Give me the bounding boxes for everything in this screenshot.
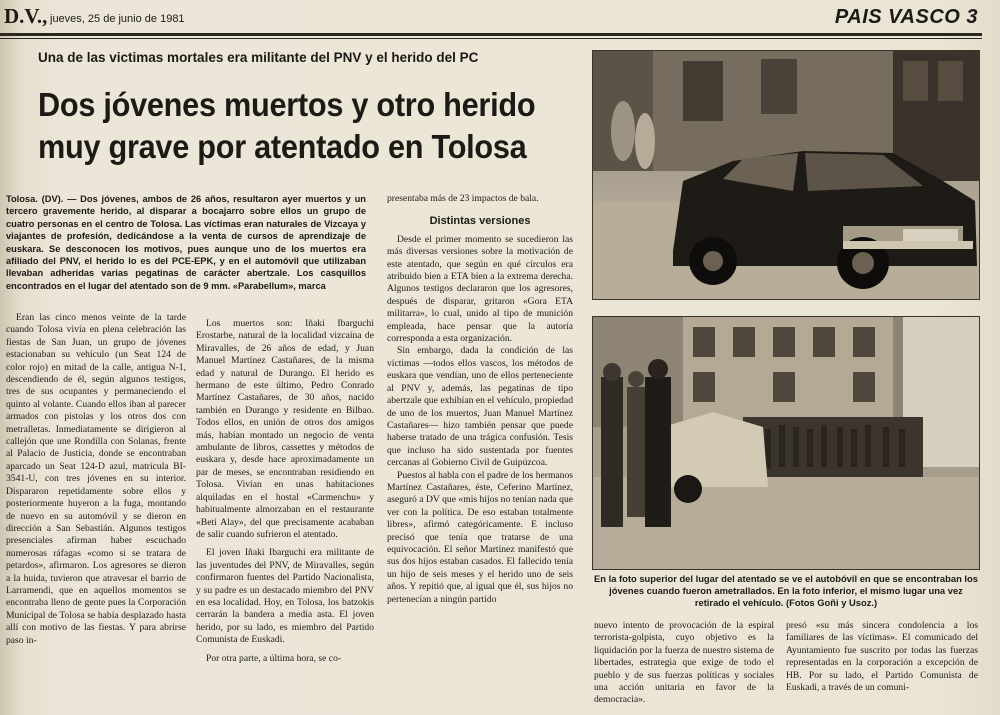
- col2-paragraph-c: Por otra parte, a última hora, se co-: [206, 652, 342, 664]
- col3-paragraph-b: Sin embargo, dada la condición de las víctimas —todos ellos vascos, los métodos de euskara que vendían, uno de ellos perteneciente al PNV y, además, las pegatinas de tipo abertzale que exhibían en el vehículo, propiedad de uno de los muertos, Juan Manuel Martínez Castañares— hizo también pensar que puede haberse tratado de una trágica confusión. Tesis que incluso ha sido sustentada por fuentes cercanas al Gobierno Civil de Guipúzcoa.: [387, 345, 573, 469]
- col3-paragraph-a: Desde el primer momento se sucedieron las más diversas versiones sobre la motivación de este atentado, que según en qué círculos era atribuido bien a ETA bien a la extrema derecha. Algunos testigos declararon que los agresores, después de disparar, gritaron «Gora ETA militarra», lo cual, unido al tipo de munición empleada, hace pensar que la autoría corresponda a esta organización.: [387, 233, 573, 345]
- photo-bottom: [592, 316, 980, 570]
- column-4: [594, 620, 774, 715]
- paper-name: D.V.,: [4, 4, 48, 28]
- headline-line-2: muy grave por atentado en Tolosa: [38, 128, 527, 165]
- column-1: [6, 312, 186, 715]
- lead-paragraph: Tolosa. (DV). — Dos jóvenes, ambos de 26 años, resultaron ayer muertos y un tercero gravemente herido, al disparar a bocajarro sobre ellos un grupo de cuatro personas en el centro de Tolosa. Las víctimas eran naturales de Vizcaya y viajantes de profesión, dedicándose a la venta de cursos de aprendizaje de euskara. Se desconocen los motivos, pues aunque uno de los muertos era afiliado del PNV, el herido lo es del PCE-EPK, y en el automóvil que utilizaban llevaban adheridas varias pegatinas de carácter abertzale. Los casquillos encontrados en el lugar del atentado son de 9 mm. «Parabellum», marca: [6, 194, 366, 291]
- article-lead: [6, 193, 366, 293]
- col3-subhead: Distintas versiones: [429, 215, 531, 228]
- col4-paragraph: nuevo intento de provocación de la espiral terrorista-golpista, cuyo objetivo es la liquidación por la fuerza de nuestro sistema de libertades, estrategia que exige de todo el pueblo y de sus fuerzas políticas y sociales una acción unitaria en favor de la democracia».: [594, 620, 774, 706]
- masthead-rule: [0, 33, 982, 36]
- article-headline: [38, 84, 550, 168]
- article-kicker: Una de las victimas mortales era militante del PNV y el herido del PC: [38, 50, 479, 65]
- col5-paragraph: presó «su más sincera condolencia a los familiares de las víctimas». El comunicado del Ayuntamiento fue suscrito por todas las fuerzas representadas en la corporación a excepción de HB. Por su lado, el Partido Comunista de Euskadi, a través de un comuni-: [786, 620, 978, 694]
- column-3: [387, 193, 573, 715]
- column-2: [196, 318, 374, 715]
- col3-paragraph-c: Puestos al habla con el padre de los hermanos Martínez Castañares, éste, Ceferino Martínez, aseguró a DV que «mis hijos no tenían nada que ver con la política. De eso estaban totalmente libres», afirmó categóricamente. E incluso precisó que tenía que tratarse de una equivocación. El señor Martínez manifestó que sus dos hijos estaban casados. El fallecido tenía un hijo de seis meses y el herido uno de seis años. Y repitió que, al igual que él, sus hijos no pertenecían a ningún partido: [387, 469, 573, 605]
- col2-paragraph-b: El joven Iñaki Ibarguchi era militante de las juventudes del PNV, de Miravalles, según confirmaron fuentes del Partido Nacionalista, y su padre es un destacado miembro del PNV en esa localidad. Hoy, en Tolosa, los batzokis cerrarán la bandera a media asta. El joven herido, por su lado, es miembro del Partido Comunista de Euskadi.: [196, 547, 374, 646]
- photo-car-scene: [593, 51, 979, 299]
- section-title: PAIS VASCO 3: [834, 6, 978, 28]
- masthead-rule-thin: [0, 38, 982, 39]
- col3-top: presentaba más de 23 impactos de bala.: [387, 193, 539, 204]
- photo-caption: En la foto superior del lugar del atentado se ve el autobóvil en que se encontraban los jóvenes cuando fueron ametrallados. En la foto inferior, el mismo lugar una vez retirado el vehículo. (Fotos Goñi y Usoz.): [594, 573, 978, 608]
- column-5: [786, 620, 978, 715]
- col2-paragraph-a: Los muertos son: Iñaki Ibarguchi Erostarbe, natural de la localidad vizcaína de Miravalles, de 26 años de edad, y Juan Manuel Martínez Castañares, de la misma edad y natural de Durango. El herido es hermano de este último, Pedro Conrado Martínez Castañares, de 30 años, nacido también en Durango y residente en Bilbao. Todos ellos, en unión de otros dos amigos más, habían montado un negocio de venta ambulante de libros, cassettes y métodos de euskara y, desde hace aproximadamente un par de meses, se encontraban residiendo en Tolosa. Vivían en unas habitaciones alquiladas en el hostal «Carmenchu» y habitualmente almorzaban en el restaurante «Beti Alay», del que precisamente acababan de salir cuando sufrieron el atentado.: [196, 318, 374, 540]
- headline-line-1: Dos jóvenes muertos y otro herido: [38, 86, 536, 123]
- issue-date: jueves, 25 de junio de 1981: [50, 13, 185, 25]
- photo-street-scene: [593, 317, 979, 569]
- masthead: [0, 0, 1000, 34]
- photo-top: [592, 50, 980, 300]
- col1-paragraph: Eran las cinco menos veinte de la tarde cuando Tolosa vivía en plena celebración las fiestas de San Juan, un grupo de jóvenes estacionaban su vehículo (un Seat 124 de color rojo) en mitad de la calle, antigua N-1, descendiendo de él, según algunos testigos, tres de sus ocupantes y permaneciendo el quinto al volante. Cuando ellos iban al parecer armados con pistolas y los otros dos con metralletas. Inmediatamente se dirigieron al callejón que une Rondilla con Solanas, frente al Palacio de Justicia, donde se encontraban aparcado un Seat 124-D azul, matrícula BI-3541-U, con tres jóvenes en su interior. Dispararon repetidamente sobre ellos y posteriormente huyeron a la fuga, montando de nuevo en su automóvil y se dieron en dirección a San Sebastián. Algunos testigos presenciales afirman haber escuchado numerosas ráfagas «como si se tratara de petardos», afirmaron. Los agresores se dieron a la huida, tuvieron que atravesar el barrio de Larramendi, que en aquellos momentos se encontraba lleno de gente pues la Corporación Municipal de Tolosa se había desplazado hasta allí con motivo de las fiestas. Y para abrirse paso in-: [6, 312, 186, 646]
